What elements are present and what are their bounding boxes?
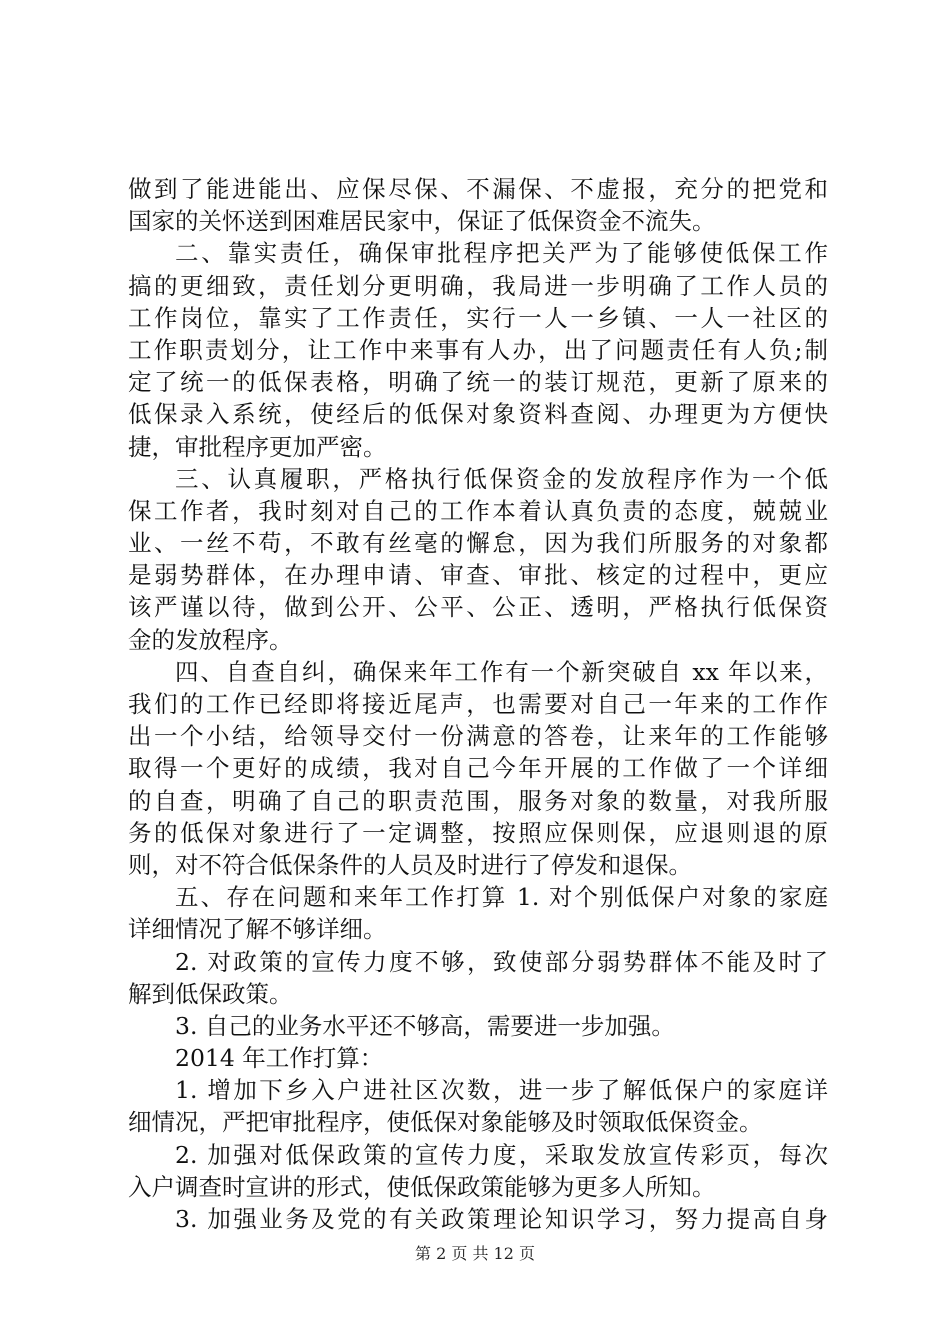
- text-line: 该严谨以待，做到公开、公平、公正、透明，严格执行低保资: [128, 593, 828, 622]
- text-line: 金的发放程序。: [128, 625, 293, 654]
- text-line: 1. 增加下乡入户进社区次数，进一步了解低保户的家庭详: [175, 1076, 828, 1105]
- text-line: 解到低保政策。: [128, 979, 293, 1008]
- text-line: 国家的关怀送到困难居民家中，保证了低保资金不流失。: [128, 207, 716, 236]
- text-line: 工作职责划分，让工作中来事有人办，出了问题责任有人负;制: [128, 335, 828, 364]
- text-line: 保工作者，我时刻对自己的工作本着认真负责的态度，兢兢业: [128, 496, 828, 525]
- text-line: 3. 自己的业务水平还不够高，需要进一步加强。: [175, 1011, 675, 1040]
- text-line: 的自查，明确了自己的职责范围，服务对象的数量，对我所服: [128, 786, 828, 815]
- text-line: 四、自查自纠，确保来年工作有一个新突破自 xx 年以来，: [175, 657, 828, 686]
- text-line: 业、一丝不苟，不敢有丝毫的懈怠，因为我们所服务的对象都: [128, 529, 828, 558]
- text-line: 出一个小结，给领导交付一份满意的答卷，让来年的工作能够: [128, 722, 828, 751]
- text-line: 2014 年工作打算：: [175, 1044, 384, 1073]
- page-number-footer: 第 2 页 共 12 页: [415, 1244, 535, 1263]
- text-line: 二、靠实责任，确保审批程序把关严为了能够使低保工作: [175, 239, 828, 268]
- text-line: 2. 对政策的宣传力度不够，致使部分弱势群体不能及时了: [175, 947, 828, 976]
- text-line: 3. 加强业务及党的有关政策理论知识学习，努力提高自身: [175, 1205, 828, 1233]
- text-line: 是弱势群体，在办理申请、审查、审批、核定的过程中，更应: [128, 561, 828, 590]
- text-line: 取得一个更好的成绩，我对自己今年开展的工作做了一个详细: [128, 754, 828, 783]
- text-line: 务的低保对象进行了一定调整，按照应保则保，应退则退的原: [128, 818, 828, 847]
- text-line: 搞的更细致，责任划分更明确，我局进一步明确了工作人员的: [128, 271, 828, 300]
- text-line: 我们的工作已经即将接近尾声，也需要对自己一年来的工作作: [128, 690, 828, 718]
- text-line: 工作岗位，靠实了工作责任，实行一人一乡镇、一人一社区的: [128, 303, 828, 332]
- text-line: 做到了能进能出、应保尽保、不漏保、不虚报，充分的把党和: [128, 175, 828, 203]
- text-line: 2. 加强对低保政策的宣传力度，采取发放宣传彩页，每次: [175, 1140, 828, 1169]
- text-line: 定了统一的低保表格，明确了统一的装订规范，更新了原来的: [128, 368, 828, 397]
- text-line: 细情况，严把审批程序，使低保对象能够及时领取低保资金。: [128, 1108, 763, 1137]
- text-line: 捷，审批程序更加严密。: [128, 432, 387, 461]
- text-line: 详细情况了解不够详细。: [128, 915, 387, 944]
- text-line: 五、存在问题和来年工作打算 1. 对个别低保户对象的家庭: [175, 883, 828, 912]
- text-line: 低保录入系统，使经后的低保对象资料查阅、办理更为方便快: [128, 400, 828, 429]
- document-body: [128, 173, 828, 1235]
- text-line: 则，对不符合低保条件的人员及时进行了停发和退保。: [128, 850, 692, 879]
- text-line: 三、认真履职，严格执行低保资金的发放程序作为一个低: [175, 464, 828, 493]
- text-line: 入户调查时宣讲的形式，使低保政策能够为更多人所知。: [128, 1172, 716, 1201]
